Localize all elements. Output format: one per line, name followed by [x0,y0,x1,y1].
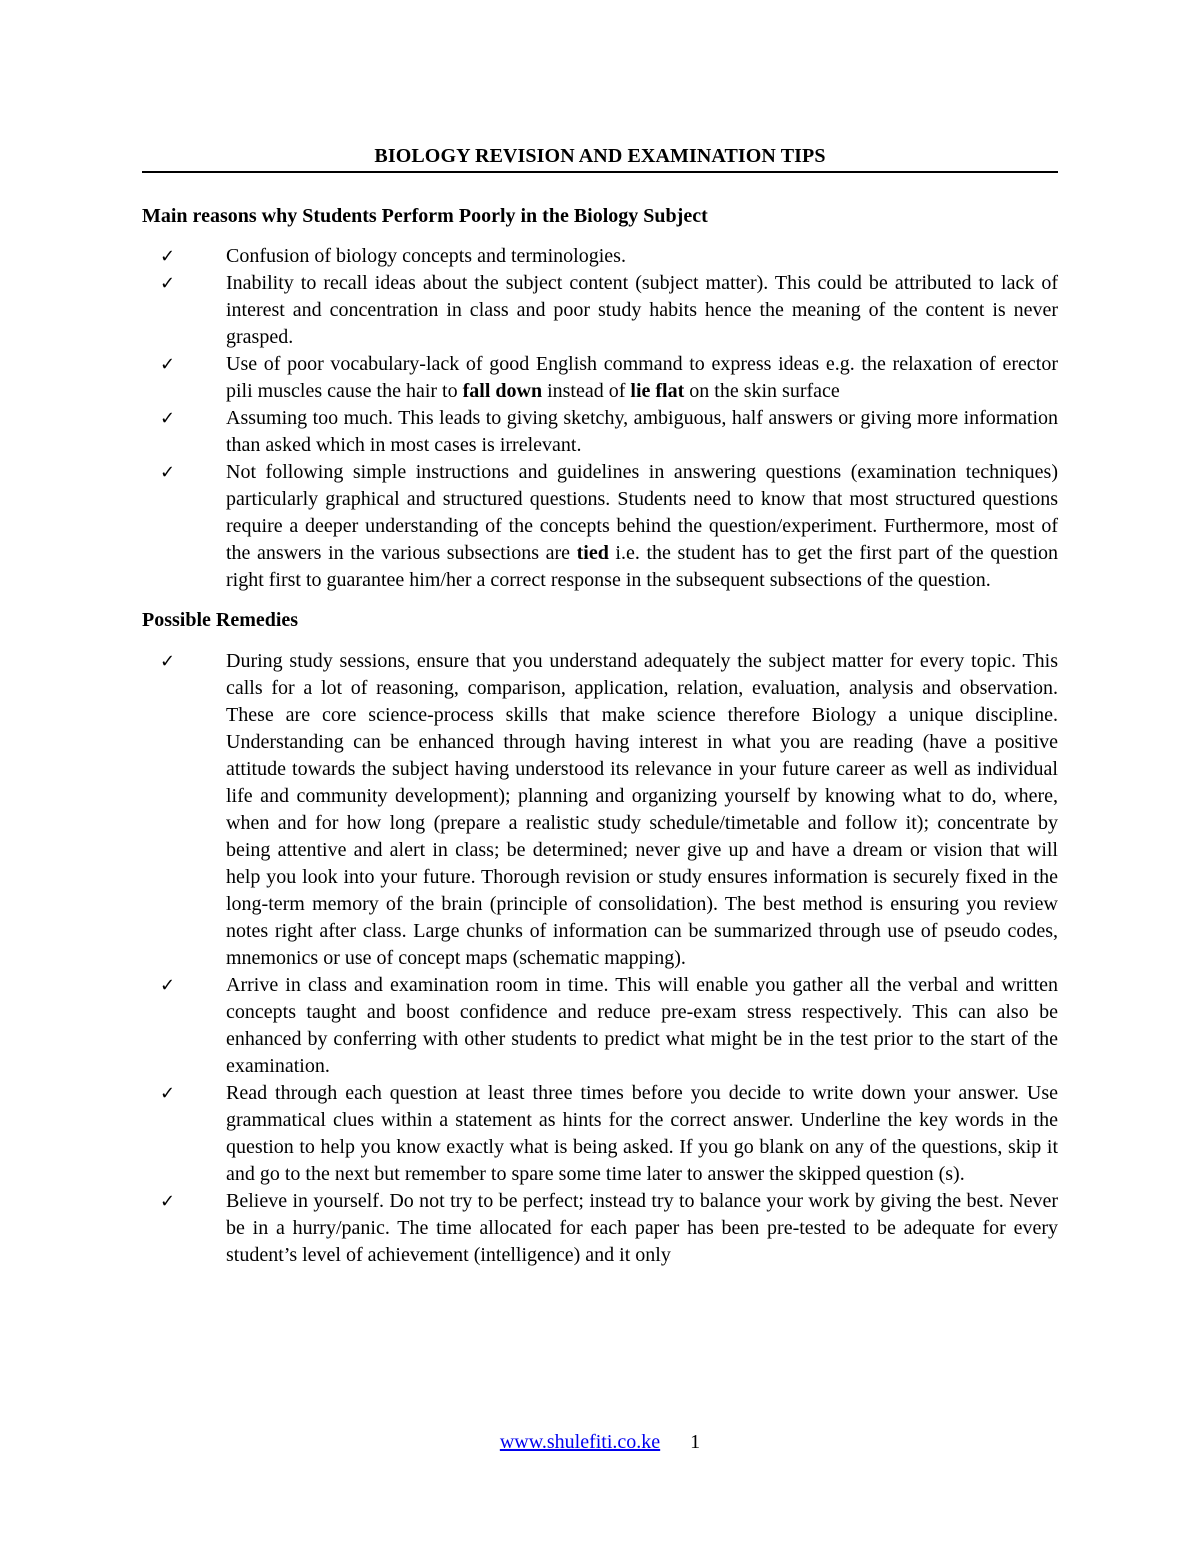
list-item-text: i.e. the student has to get the first part of the question right first to guarantee him/her a correct response in the subsequent subsections of the question. [226,542,1059,591]
emphasis-text: tied [576,542,609,564]
page-footer [0,1429,1200,1455]
document-page [142,143,1058,1269]
check-icon: ✓ [160,246,176,267]
check-icon: ✓ [160,273,176,294]
list-item [142,405,1058,459]
remedies-list [142,648,1058,1269]
section-heading-remedies: Possible Remedies [142,609,299,631]
list-item [142,270,1058,351]
list-item [142,351,1058,405]
list-item-text: Not following simple instructions and guidelines in answering questions (examination techniques) particularly graphical and structured questions. Students need to know that most structured questions require a deeper understanding of the concepts behind the question/experiment. Furthermore, most of the answers in the various subsections are [226,461,1058,564]
list-item-text: Believe in yourself. Do not try to be perfect; instead try to balance your work by giving the best. Never be in a hurry/panic. The time allocated for each paper has been pre-tested to be adequate for every student’s level of achievement (intelligence) and it only [226,1190,1058,1266]
list-item-text: instead of [542,380,631,402]
list-item-text: Use of poor vocabulary-lack of good English command to express ideas e.g. the relaxation of erector pili muscles cause the hair to [226,353,1058,402]
reasons-list [142,243,1058,594]
list-item-text: on the skin surface [684,380,840,402]
check-icon: ✓ [160,1191,176,1212]
list-item-text: Read through each question at least three times before you decide to write down your answer. Use grammatical clues within a statement as hints for the correct answer. Underline the key words in the question to help you know exactly what is being asked. If you go blank on any of the questions, skip it and go to the next but remember to spare some time later to answer the skipped question (s). [226,1082,1058,1185]
check-icon: ✓ [160,462,176,483]
list-item [142,1188,1058,1269]
website-link[interactable]: www.shulefiti.co.ke [499,1431,661,1453]
check-icon: ✓ [160,1083,176,1104]
page-number: 1 [690,1431,701,1453]
list-item [142,243,1058,270]
list-item-text: Confusion of biology concepts and terminologies. [226,245,626,267]
emphasis-text: lie flat [630,380,685,402]
list-item-text: Assuming too much. This leads to giving sketchy, ambiguous, half answers or giving more information than asked which in most cases is irrelevant. [226,407,1058,456]
check-icon: ✓ [160,975,176,996]
emphasis-text: fall down [462,380,543,402]
check-icon: ✓ [160,354,176,375]
list-item [142,648,1058,972]
check-icon: ✓ [160,651,176,672]
list-item [142,1080,1058,1188]
list-item-text: Arrive in class and examination room in time. This will enable you gather all the verbal and written concepts taught and boost confidence and reduce pre-exam stress respectively. This can also be enhanced by conferring with other students to predict what might be in the test prior to the start of the examination. [226,974,1058,1077]
list-item [142,459,1058,594]
list-item-text: Inability to recall ideas about the subject content (subject matter). This could be attributed to lack of interest and concentration in class and poor study habits hence the meaning of the content is never grasped. [226,272,1058,348]
list-item [142,972,1058,1080]
check-icon: ✓ [160,408,176,429]
section-heading-reasons: Main reasons why Students Perform Poorly in the Biology Subject [142,205,708,227]
list-item-text: During study sessions, ensure that you understand adequately the subject matter for every topic. This calls for a lot of reasoning, comparison, application, relation, evaluation, analysis and observation. These are core science-process skills that make science therefore Biology a unique discipline. Understanding can be enhanced through having interest in what you are reading (have a positive attitude towards the subject having understood its relevance in your future career as well as individual life and community development); planning and organizing yourself by knowing what to do, where, when and for how long (prepare a realistic study schedule/timetable and follow it); concentrate by being attentive and alert in class; be determined; never give up and have a dream or vision that will help you look into your future. Thorough revision or study ensures information is securely fixed in the long-term memory of the brain (principle of consolidation). The best method is ensuring you review notes right after class. Large chunks of information can be summarized through use of pseudo codes, mnemonics or use of concept maps (schematic mapping). [226,650,1058,969]
document-title: BIOLOGY REVISION AND EXAMINATION TIPS [142,143,1058,173]
